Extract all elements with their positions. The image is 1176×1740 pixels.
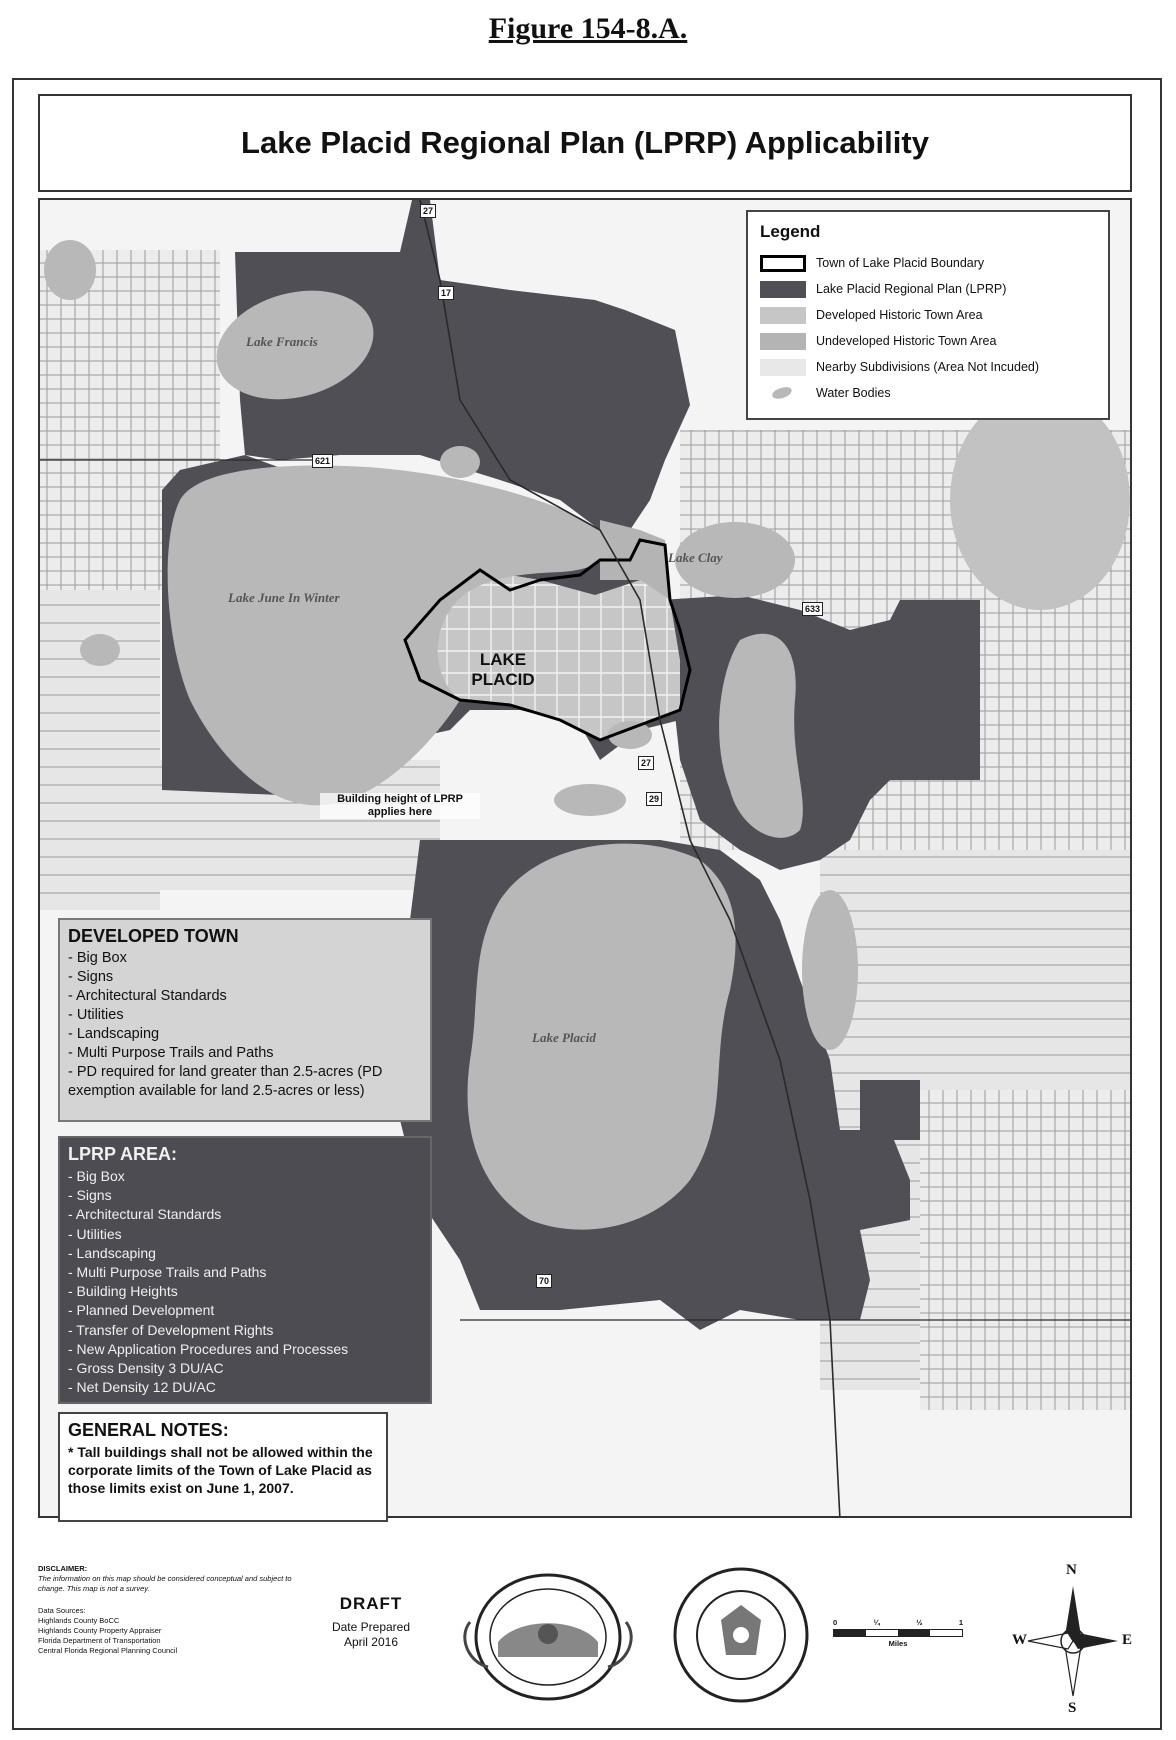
sr-17-shield: 17 <box>438 286 454 300</box>
lake-francis-label: Lake Francis <box>246 334 318 349</box>
list-item: - Big Box <box>68 950 127 966</box>
disclaimer-heading: DISCLAIMER: <box>38 1564 88 1573</box>
lprp-swatch <box>760 281 806 298</box>
legend-label: Nearby Subdivisions (Area Not Incuded) <box>816 360 1040 374</box>
data-source-item: Florida Department of Transportation <box>38 1636 161 1645</box>
general-notes-panel <box>58 1412 388 1522</box>
data-source-item: Highlands County BoCC <box>38 1616 120 1625</box>
lprp-area-east-parcel <box>890 620 980 780</box>
lprp-area-se-parcel <box>860 1080 920 1140</box>
town-seal-logo <box>458 1562 638 1712</box>
compass-west: W <box>1012 1632 1027 1648</box>
draft-block <box>306 1594 436 1650</box>
general-notes-text: * Tall buildings shall not be allowed within the corporate limits of the Town of Lake Placid as those limits exist on June 1, 2007. <box>68 1444 373 1496</box>
list-item: - Planned Development <box>68 1302 215 1319</box>
list-item: - Big Box <box>68 1168 125 1184</box>
scale-tick: ½ <box>916 1618 923 1627</box>
legend-item <box>760 380 1096 406</box>
water-swatch <box>760 385 806 402</box>
legend-title: Legend <box>760 222 821 241</box>
cr-29-shield: 29 <box>646 792 662 806</box>
data-source-item: Central Florida Regional Planning Council <box>38 1646 178 1655</box>
lake-small-3 <box>554 784 626 816</box>
legend-item <box>760 276 1096 302</box>
lake-clay-label: Lake Clay <box>668 550 723 565</box>
lake-southeast-water <box>802 890 858 1050</box>
road-633-shield: 633 <box>802 602 823 616</box>
county-seal-logo <box>666 1560 816 1710</box>
scale-unit: Miles <box>888 1639 908 1648</box>
legend-label: Water Bodies <box>816 386 891 400</box>
list-item: - New Application Procedures and Processes <box>68 1340 349 1357</box>
compass-north: N <box>1066 1562 1077 1578</box>
undeveloped-swatch <box>760 333 806 350</box>
boundary-swatch <box>760 255 806 272</box>
lake-small-5 <box>80 634 120 666</box>
disclaimer-text: The information on this map should be considered conceptual and subject to change. This map is not a survey. <box>38 1574 292 1593</box>
date-prepared-value: April 2016 <box>343 1635 399 1649</box>
list-item: - Multi Purpose Trails and Paths <box>68 1264 267 1281</box>
lake-small-1 <box>440 446 480 478</box>
developed-town-heading: DEVELOPED TOWN <box>68 926 239 946</box>
lprp-area-panel <box>58 1136 432 1404</box>
list-item: - Architectural Standards <box>68 988 227 1004</box>
lprp-area-heading: LPRP AREA: <box>68 1144 178 1164</box>
list-item: - Utilities <box>68 1007 124 1023</box>
lake-june-label: Lake June In Winter <box>228 590 340 605</box>
figure-title: Figure 154-8.A. <box>488 12 688 45</box>
scale-tick: 1 <box>958 1618 963 1627</box>
cr-621-shield: 621 <box>312 454 333 468</box>
legend-item <box>760 328 1096 354</box>
general-notes-heading: GENERAL NOTES: <box>68 1420 229 1440</box>
nearby-swatch <box>760 359 806 376</box>
scale-tick: ¼ <box>873 1618 880 1627</box>
building-height-note: Building height of LPRP applies here <box>320 793 480 819</box>
map-footer <box>38 1556 1132 1726</box>
list-item: - PD required for land greater than 2.5-acres (PD exemption available for land 2.5-acres or less) <box>68 1064 383 1099</box>
data-sources-heading: Data Sources: <box>38 1606 86 1615</box>
map-title: Lake Placid Regional Plan (LPRP) Applicability <box>38 94 1132 192</box>
subdivision-se <box>920 1090 1132 1410</box>
compass-icon <box>1018 1566 1128 1716</box>
lake-ne-water <box>950 390 1130 610</box>
list-item: - Building Heights <box>68 1283 178 1300</box>
list-item: - Landscaping <box>68 1026 160 1042</box>
legend <box>746 210 1110 420</box>
list-item: - Signs <box>68 1187 112 1204</box>
date-prepared-label: Date Prepared <box>331 1620 411 1634</box>
scale-bar <box>833 1618 963 1648</box>
legend-item <box>760 302 1096 328</box>
list-item: - Multi Purpose Trails and Paths <box>68 1045 274 1061</box>
scale-tick: 0 <box>833 1618 838 1627</box>
legend-label: Lake Placid Regional Plan (LPRP) <box>816 282 1007 296</box>
us-27-north-shield: 27 <box>420 204 436 218</box>
list-item: - Transfer of Development Rights <box>68 1321 274 1338</box>
lake-placid-label: Lake Placid <box>532 1030 596 1045</box>
legend-item <box>760 354 1096 380</box>
legend-label: Developed Historic Town Area <box>816 308 983 322</box>
sr-70-shield: 70 <box>536 1274 552 1288</box>
legend-item <box>760 250 1096 276</box>
data-source-item: Highlands County Property Appraiser <box>38 1626 162 1635</box>
town-label: LAKE PLACID <box>471 650 535 689</box>
list-item: - Gross Density 3 DU/AC <box>68 1360 224 1377</box>
list-item: - Net Density 12 DU/AC <box>68 1379 216 1396</box>
developed-town-panel <box>58 918 432 1122</box>
scale-bar-graphic <box>833 1629 963 1637</box>
legend-label: Town of Lake Placid Boundary <box>816 256 985 270</box>
list-item: - Signs <box>68 969 114 985</box>
developed-swatch <box>760 307 806 324</box>
list-item: - Landscaping <box>68 1244 156 1261</box>
legend-label: Undeveloped Historic Town Area <box>816 334 997 348</box>
list-item: - Utilities <box>68 1225 122 1242</box>
compass-south: S <box>1068 1700 1077 1716</box>
compass-rose <box>1012 1562 1133 1716</box>
compass-east: E <box>1122 1632 1133 1648</box>
lake-small-4 <box>44 240 96 300</box>
draft-label: DRAFT <box>339 1594 403 1613</box>
disclaimer <box>38 1564 318 1656</box>
us-27-south-shield: 27 <box>638 756 654 770</box>
list-item: - Architectural Standards <box>68 1206 222 1223</box>
